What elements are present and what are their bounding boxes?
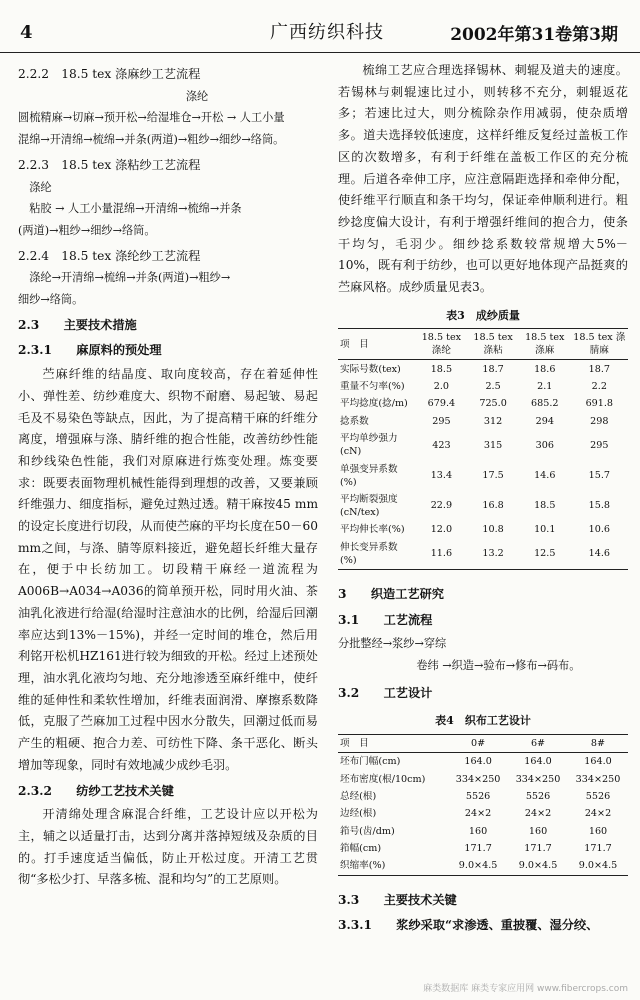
table4-header-cell: 8#: [590, 738, 606, 750]
table-cell: 15.7: [588, 470, 610, 481]
table-cell: 14.6: [588, 548, 610, 560]
table-cell: 160: [528, 825, 548, 837]
table3-caption: 表3 成纱质量: [446, 308, 520, 322]
table-cell: 18.7: [482, 363, 504, 375]
table-cell: 160: [468, 825, 488, 837]
table-cell: 679.4: [427, 398, 456, 410]
table-cell: 17.5: [482, 470, 504, 481]
table-cell: 423: [432, 439, 451, 451]
section-2-2-4-title: 2.2.4 18.5 tex 涤纶纱工艺流程: [18, 248, 201, 263]
table-cell: 691.8: [585, 398, 614, 410]
table-cell: 171.7: [464, 843, 492, 855]
table-cell: 10.6: [588, 524, 610, 536]
page-header: [0, 0, 640, 53]
table-cell: 2.1: [537, 381, 553, 392]
table-cell: 164.0: [464, 756, 492, 768]
table3-row: [338, 521, 628, 538]
table-cell: 306: [535, 439, 554, 451]
table-row-label: 坯布密度(根/10cm): [340, 773, 426, 785]
table4-row: [338, 805, 628, 822]
table4-row: [338, 770, 628, 787]
table3-row: [338, 538, 628, 569]
table-cell: 164.0: [584, 756, 612, 768]
carding-paragraph: 梳绵工艺应合理选择锡林、刺辊及道夫的速度。若锡林与刺辊速比过小，则转移不充分，刺辊返花多；若速比过大，则分梳除杂作用减弱，使杂质增多。道夫选择较低速度，这样纤维反复经过盖板工作区的次数增多，有利于纤维在盖板工作区的充分梳理。后道各牵伸工序，应注意隔距选择和牵伸分配，使纤维平行顺直和条干均匀，保证牵伸顺利进行。粗纱捻度偏大设计，有利于增强纤维间的抱合力，使条干均匀，毛羽少。细纱捻系数较常规增大5%－10%，既有利于纺纱，也可以更好地体现产品挺爽的苎麻风格。成纱质量见表3。: [338, 63, 628, 295]
table-cell: 295: [432, 415, 451, 427]
table3-header-row: [338, 329, 628, 360]
table-cell: 18.5: [534, 500, 556, 512]
table-cell: 13.4: [430, 470, 453, 481]
section-2-3-2-title: 2.3.2 纺纱工艺技术关键: [18, 783, 174, 798]
table-cell: 12.5: [534, 548, 556, 560]
table-row-label: 织缩率(%): [340, 860, 386, 872]
table-cell: 334×250: [575, 773, 621, 785]
table-cell: 298: [590, 415, 609, 427]
page-number: 4: [20, 22, 33, 43]
section-2-3-1-paragraph: 苎麻纤维的结晶度、取向度较高，存在着延伸性小、弹性差、纺纱难度大、织物不耐磨、易起皱、易起毛及不易染色等缺点，因此，为了提高精干麻的纤维分离度，增强麻与涤、腈纤维的抱合性能，改善纺纱性能和纱线染色性能，我们对原麻进行炼变处理。炼变要求：既要表面物理机械性能得到理想的改善，又要兼顾纤维强力、细度指标，避免过熟过透。精干麻按45 mm的设定长度进行切段，从而使苎麻的平均长度在50－60 mm之间，与涤、腈等原料接近，避免超长纤维大量存在，便于中长纺加工。切段精干麻经一道流程为A006B→A034→A036的简单预开松，同时用火油、茶油乳化液进行给湿(给湿时注意油水的比例，给湿后回潮率应达到13%－15%)，并经一定时间的堆仓，然后用利铭开松机HZ161进行较为细致的开松。经过上述预处理，油水乳化液均匀地、充分地渗透至麻纤维中，使纤维的延伸性和柔软性增加，纤维表面润滑、摩擦系数降低，克服了苎麻加工过程中因水分散失，回潮过低而易产生的粗硬、抱合力差、可纺性下降、条干恶化、断头增加等现象，同时有效地减少成纱毛羽。: [18, 367, 318, 772]
flow-2-2-4-line2: 细纱→络筒。: [18, 293, 84, 307]
section-3-2-title: 3.2 工艺设计: [338, 685, 433, 700]
table-row-label: 坯布门幅(cm): [340, 756, 401, 768]
flow-3-1-line2: 卷纬 →织造→验布→修布→码布。: [338, 658, 581, 672]
table-row-label: 单强变异系数(%): [340, 463, 398, 488]
table-cell: 15.8: [588, 500, 610, 512]
right-column: [338, 60, 628, 939]
table-cell: 2.0: [433, 381, 450, 392]
table-cell: 9.0×4.5: [578, 860, 618, 872]
section-3-3-1-text: 3.3.1 浆纱采取“求渗透、重披覆、湿分绞、: [338, 918, 599, 933]
table-cell: 14.6: [534, 470, 556, 481]
table4-row: [338, 840, 628, 857]
table3-row: [338, 395, 628, 412]
section-3-3-title: 3.3 主要技术关键: [338, 892, 457, 907]
journal-title: 广西纺织科技: [270, 22, 384, 43]
table-cell: 13.2: [482, 548, 504, 560]
table-cell: 685.2: [531, 398, 559, 410]
table-cell: 171.7: [524, 843, 552, 855]
table-cell: 24×2: [584, 808, 612, 820]
table3-row: [338, 378, 628, 395]
table4-row: [338, 823, 628, 840]
table-row-label: 筘幅(cm): [340, 843, 382, 855]
table-cell: 725.0: [479, 398, 507, 410]
table4-header-cell: 6#: [530, 738, 546, 750]
table-cell: 16.8: [482, 500, 504, 512]
table-cell: 312: [483, 415, 503, 427]
table3-header-cell: 18.5 tex 涤腈麻: [573, 332, 626, 357]
table-cell: 2.5: [485, 381, 501, 392]
flow-2-2-3-line3: (两道)→粗纱→细纱→络筒。: [18, 223, 156, 237]
table-cell: 5526: [465, 790, 491, 802]
table4-caption: 表4 织布工艺设计: [435, 714, 531, 728]
table3-yarn-quality: [338, 328, 628, 569]
table-cell: 18.7: [588, 363, 610, 375]
table4-header-row: [338, 735, 628, 753]
table-row-label: 伸长变异系数(%): [340, 541, 398, 566]
table-cell: 18.6: [534, 363, 556, 375]
table3-row: [338, 430, 628, 460]
table-cell: 18.5: [430, 363, 453, 375]
table-cell: 334×250: [515, 773, 561, 785]
table4-header-cell: 0#: [471, 738, 486, 750]
table-cell: 12.0: [430, 524, 453, 536]
flow-2-2-3-line1: 涤纶: [18, 180, 52, 194]
flow-2-2-2-line2: 圆梳精麻→切麻→预开松→给湿堆仓→开松 → 人工小量: [18, 111, 285, 125]
issue-info: 2002年第31卷第3期: [450, 25, 618, 45]
table-row-label: 平均断裂强度(cN/tex): [340, 493, 398, 518]
table-row-label: 重量不匀率(%): [340, 381, 405, 392]
section-2-2-2-title: 2.2.2 18.5 tex 涤麻纱工艺流程: [18, 67, 201, 81]
table-row-label: 平均捻度(捻/m): [340, 398, 408, 410]
table4-weaving-design: [338, 734, 628, 876]
table3-header-cell: 18.5 tex 涤粘: [473, 332, 513, 357]
table-row-label: 总经(根): [340, 790, 377, 802]
section-2-3-1-title: 2.3.1 麻原料的预处理: [18, 343, 162, 358]
flow-2-2-2-line1: 涤纶: [18, 89, 209, 103]
table-cell: 5526: [525, 790, 551, 802]
section-2-3-title: 2.3 主要技术措施: [18, 317, 137, 332]
table-cell: 5526: [585, 790, 611, 802]
table-cell: 9.0×4.5: [518, 860, 558, 872]
table-cell: 9.0×4.5: [458, 860, 498, 872]
left-column: [18, 60, 318, 891]
table-cell: 24×2: [524, 808, 552, 820]
table-row-label: 平均伸长率(%): [340, 524, 405, 536]
flow-2-2-2-line3: 混绵→开清绵→梳绵→并条(两道)→粗纱→细纱→络筒。: [18, 133, 285, 147]
table-row-label: 平均单纱强力(cN): [340, 433, 398, 458]
flow-2-2-4-line1: 涤纶→开清绵→梳绵→并条(两道)→粗纱→: [18, 271, 231, 285]
table4-row: [338, 857, 628, 875]
table-cell: 334×250: [455, 773, 501, 785]
table3-header-cell: 18.5 tex 涤纶: [421, 332, 462, 357]
table-cell: 24×2: [464, 808, 492, 820]
watermark: 麻类数据库 麻类专家应用网 www.fibercrops.com: [423, 984, 628, 994]
table-cell: 294: [535, 415, 554, 427]
section-2-2-3-title: 2.2.3 18.5 tex 涤粘纱工艺流程: [18, 157, 201, 172]
table-cell: 164.0: [524, 756, 552, 768]
table-cell: 171.7: [584, 843, 612, 855]
table3-header-cell: 18.5 tex 涤麻: [525, 332, 565, 357]
table4-row: [338, 753, 628, 771]
section-2-3-2-paragraph: 开清绵处理含麻混合纤维，工艺设计应以开松为主，辅之以适量打击，达到分离并落掉短绒及杂质的目的。打手速度适当偏低，防止开松过度。开清工艺贯彻“多松少打、早落多梳、混和均匀”的工艺原则。: [18, 807, 318, 887]
table-cell: 22.9: [430, 500, 453, 512]
table3-row: [338, 360, 628, 378]
table-row-label: 筘号(齿/dm): [340, 825, 395, 837]
table-row-label: 实际号数(tex): [340, 363, 401, 375]
table3-row: [338, 413, 628, 430]
section-3-1-title: 3.1 工艺流程: [338, 612, 433, 627]
table3-header-cell: 项 目: [340, 338, 369, 350]
table-cell: 295: [590, 439, 609, 451]
table-cell: 11.6: [430, 548, 453, 560]
table-row-label: 边经(根): [340, 808, 377, 820]
table4-row: [338, 788, 628, 805]
table-cell: 160: [588, 825, 608, 837]
table-cell: 315: [483, 439, 503, 451]
flow-3-1-line1: 分批整经→浆纱→穿综: [338, 637, 447, 651]
section-3-title: 3 织造工艺研究: [338, 586, 444, 601]
table-cell: 10.1: [534, 524, 556, 536]
flow-2-2-3-line2: 粘胶 → 人工小量混绵→开清绵→梳绵→并条: [18, 202, 242, 216]
table4-header-cell: 项 目: [340, 738, 369, 750]
table-cell: 10.8: [482, 524, 504, 536]
table3-row: [338, 491, 628, 521]
table-cell: 2.2: [591, 381, 607, 392]
table3-row: [338, 460, 628, 490]
table-row-label: 捻系数: [340, 415, 369, 427]
